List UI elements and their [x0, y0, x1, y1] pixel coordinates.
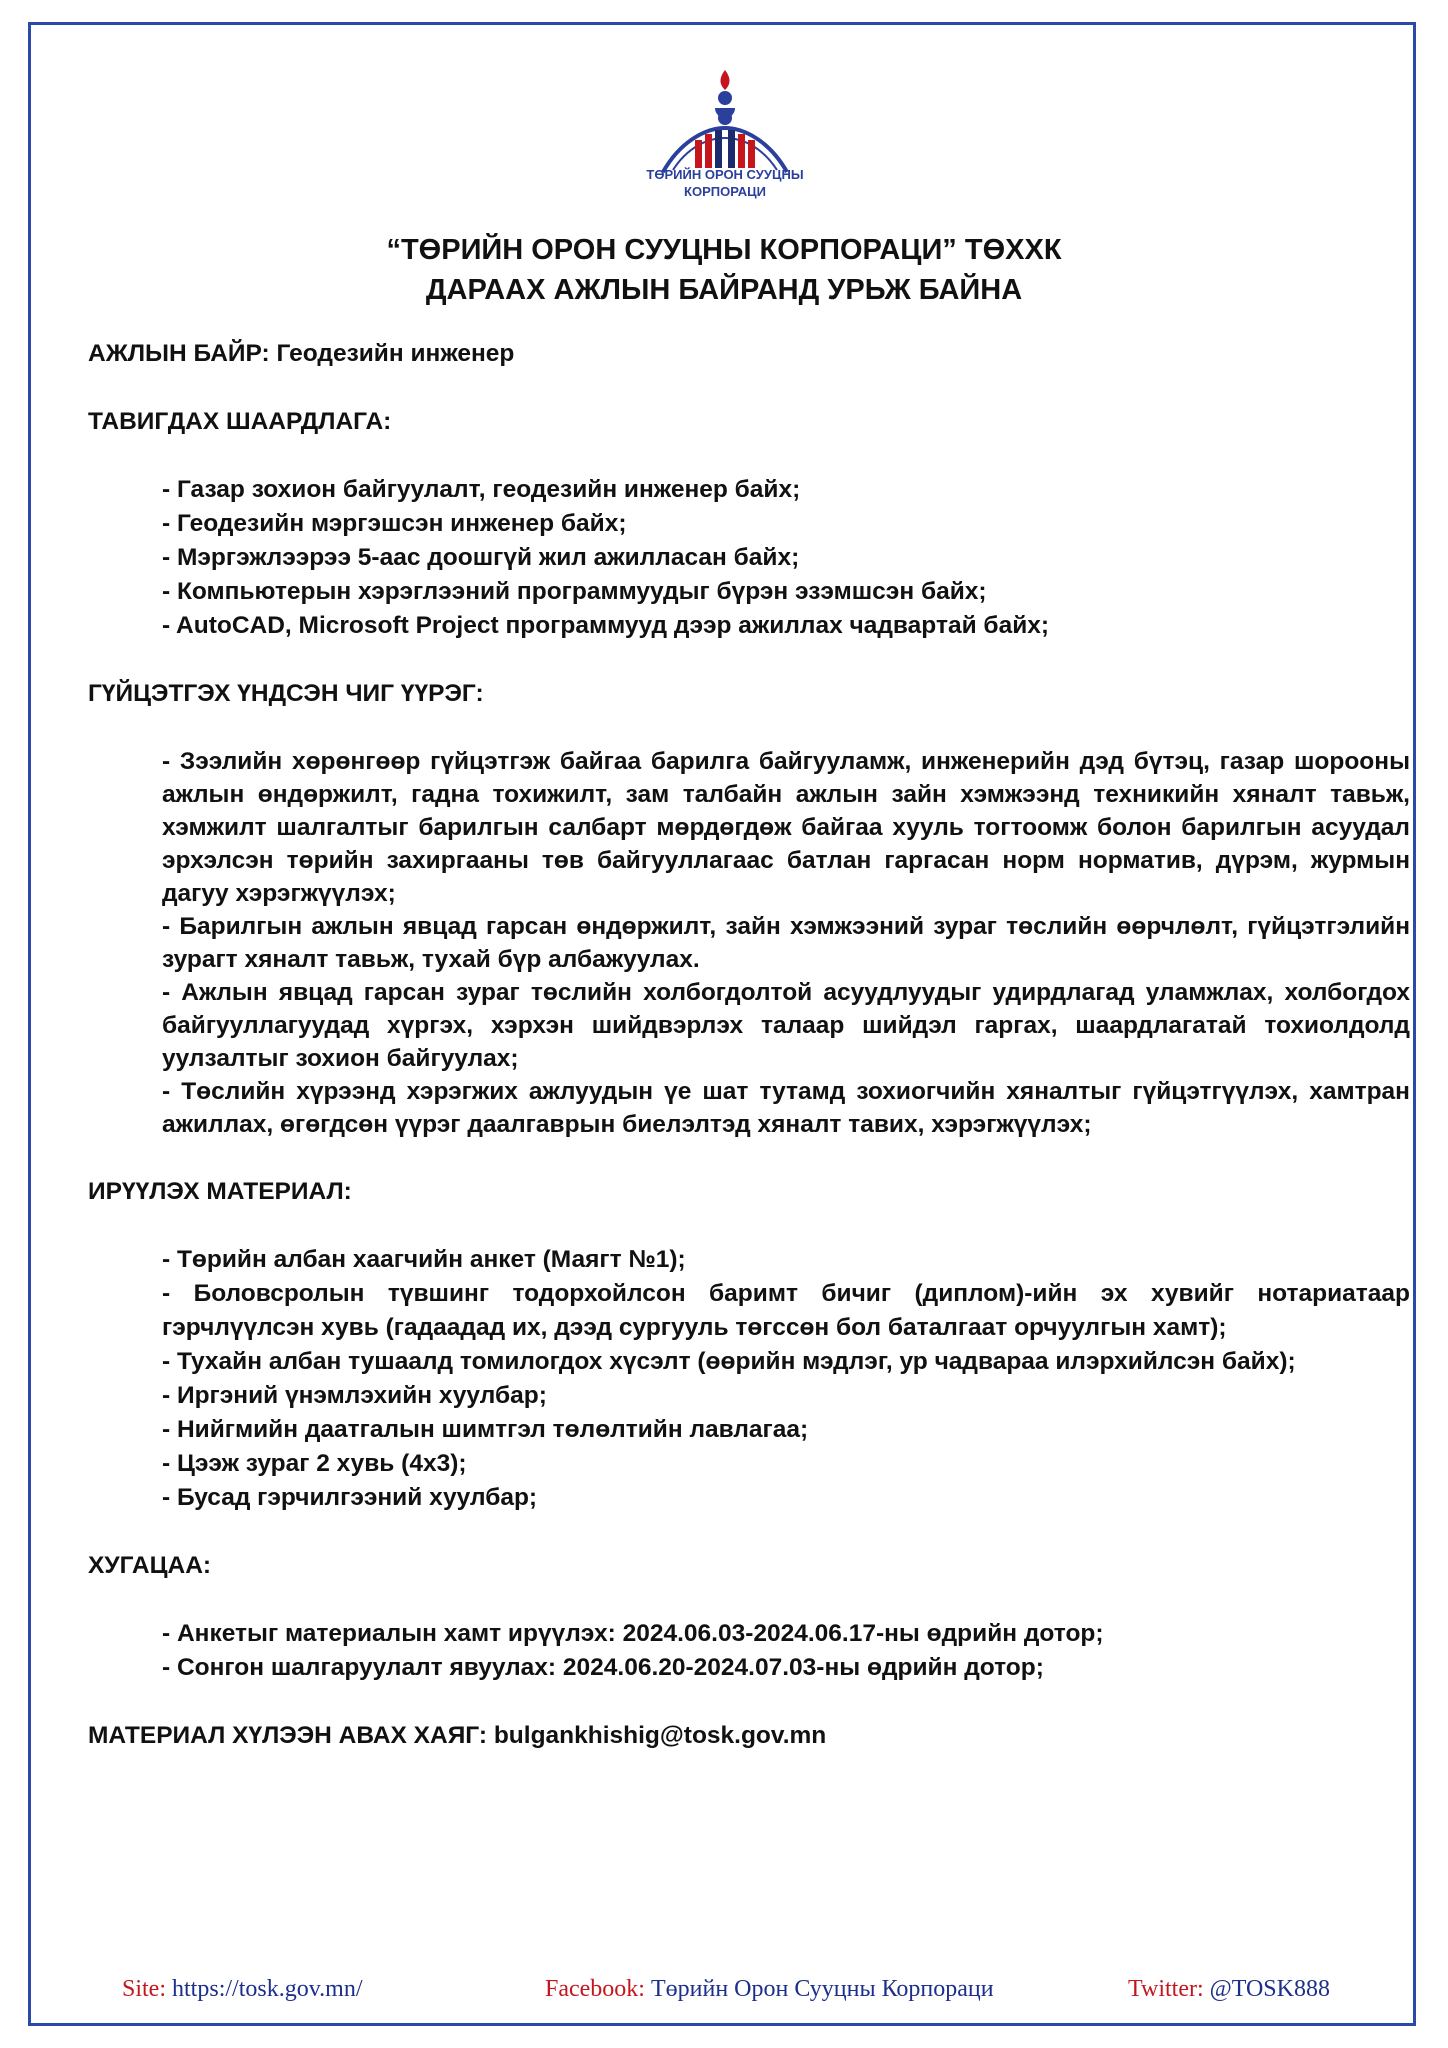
list-item: - Газар зохион байгуулалт, геодезийн инженер байх;	[162, 476, 801, 503]
list-item: - Тухайн албан тушаалд томилогдох хүсэлт (өөрийн мэдлэг, ур чадвараа илэрхийлсэн байх);	[162, 1348, 1296, 1375]
requirements-list	[162, 473, 1410, 643]
list-item: - AutoCAD, Microsoft Project программууд дээр ажиллах чадвартай байх;	[162, 612, 1050, 639]
list-item: - Боловсролын түвшинг тодорхойлсон баримт бичиг (диплом)-ийн эх хувийг нотариатаар гэрчлүүлсэн хувь (гадаадад их, дээд сургууль төгссөн бол баталгаат орчуулгын хамт);	[162, 1280, 1410, 1341]
list-item: - Компьютерын хэрэглээний программуудыг бүрэн эзэмшсэн байх;	[162, 578, 987, 605]
list-item: - Нийгмийн даатгалын шимтгэл төлөлтийн лавлагаа;	[162, 1416, 809, 1443]
logo-caption-line2: КОРПОРАЦИ	[684, 184, 766, 199]
deadline-title: ХУГАЦАА:	[88, 1552, 212, 1579]
position-line	[88, 337, 1410, 371]
list-item: - Цээж зураг 2 хувь (4х3);	[162, 1450, 467, 1477]
list-item: - Иргэний үнэмлэхийн хуулбар;	[162, 1382, 547, 1409]
list-item: - Төрийн албан хаагчийн анкет (Маягт №1);	[162, 1246, 686, 1273]
address-label: МАТЕРИАЛ ХҮЛЭЭН АВАХ ХАЯГ:	[88, 1722, 488, 1749]
duties-list	[162, 745, 1410, 1141]
logo-caption-line1: ТӨРИЙН ОРОН СУУЦНЫ	[646, 167, 804, 182]
twitter-label: Twitter:	[1128, 1976, 1210, 2002]
list-item: - Сонгон шалгаруулалт явуулах: 2024.06.20-2024.07.03-ны өдрийн дотор;	[162, 1654, 1044, 1681]
facebook-label: Facebook:	[545, 1976, 651, 2002]
deadline-list	[162, 1617, 1410, 1685]
list-item: - Анкетыг материалын хамт ирүүлэх: 2024.06.03-2024.06.17-ны өдрийн дотор;	[162, 1620, 1104, 1647]
footer	[0, 1976, 1448, 2012]
materials-title: ИРҮҮЛЭХ МАТЕРИАЛ:	[88, 1178, 352, 1205]
requirements-title: ТАВИГДАХ ШААРДЛАГА:	[88, 408, 392, 435]
address-line	[88, 1719, 1410, 1753]
document-body	[88, 337, 1410, 1753]
footer-site	[122, 1976, 362, 2003]
list-item: - Барилгын ажлын явцад гарсан өндөржилт, зайн хэмжээний зураг төслийн өөрчлөлт, гүйцэтгэлийн зурагт хяналт тавьж, тухай бүр албажуулах.	[162, 913, 1410, 973]
title-line1: “ТӨРИЙН ОРОН СУУЦНЫ КОРПОРАЦИ” ТӨХХК	[386, 234, 1062, 266]
list-item: - Геодезийн мэргэшсэн инженер байх;	[162, 510, 627, 537]
email-link[interactable]: bulgankhishig@tosk.gov.mn	[487, 1722, 827, 1749]
site-label: Site:	[122, 1976, 173, 2002]
position-label: АЖЛЫН БАЙР:	[88, 340, 270, 367]
title-line2: ДАРААХ АЖЛЫН БАЙРАНД УРЬЖ БАЙНА	[425, 274, 1023, 306]
list-item: - Зээлийн хөрөнгөөр гүйцэтгэж байгаа барилга байгууламж, инженерийн дэд бүтэц, газар шорооны ажлын өндөржилт, гадна тохижилт, зам талбайн ажлын зайн хэмжээнд техникийн хяналт тавьж, хэмжилт шалгалтыг барилгын салбарт мөрдөгдөж байгаа хууль тогтоомж болон барилгын асуудал эрхэлсэн төрийн захиргааны төв байгууллагаас батлан гаргасан норм норматив, дүрэм, журмын дагуу хэрэгжүүлэх;	[162, 748, 1410, 907]
facebook-link[interactable]: Төрийн Орон Сууцны Корпораци	[650, 1976, 994, 2002]
footer-twitter	[1128, 1976, 1330, 2003]
page-title	[0, 230, 1448, 310]
site-link[interactable]: https://tosk.gov.mn/	[172, 1976, 363, 2002]
twitter-link[interactable]: @TOSK888	[1209, 1976, 1330, 2002]
materials-list	[162, 1243, 1410, 1515]
list-item: - Ажлын явцад гарсан зураг төслийн холбогдолтой асуудлуудыг удирдлагад уламжлах, холбогдох байгууллагуудад хүргэх, хэрхэн шийдвэрлэх талаар шийдэл гаргах, шаардлагатай тохиолдолд уулзалтыг зохион байгуулах;	[162, 979, 1410, 1072]
logo-caption	[598, 166, 852, 200]
footer-facebook	[545, 1976, 994, 2003]
position-value: Геодезийн инженер	[269, 340, 515, 367]
list-item: - Мэргэжлээрээ 5-аас доошгүй жил ажилласан байх;	[162, 544, 800, 571]
list-item: - Төслийн хүрээнд хэрэгжих ажлуудын үе шат тутамд зохиогчийн хяналтыг гүйцэтгүүлэх, хамтран ажиллах, өгөгдсөн үүрэг даалгаврын биелэлтэд хяналт тавих, хэрэгжүүлэх;	[162, 1078, 1410, 1138]
duties-title: ГҮЙЦЭТГЭХ ҮНДСЭН ЧИГ ҮҮРЭГ:	[88, 680, 484, 707]
list-item: - Бусад гэрчилгээний хуулбар;	[162, 1484, 538, 1511]
